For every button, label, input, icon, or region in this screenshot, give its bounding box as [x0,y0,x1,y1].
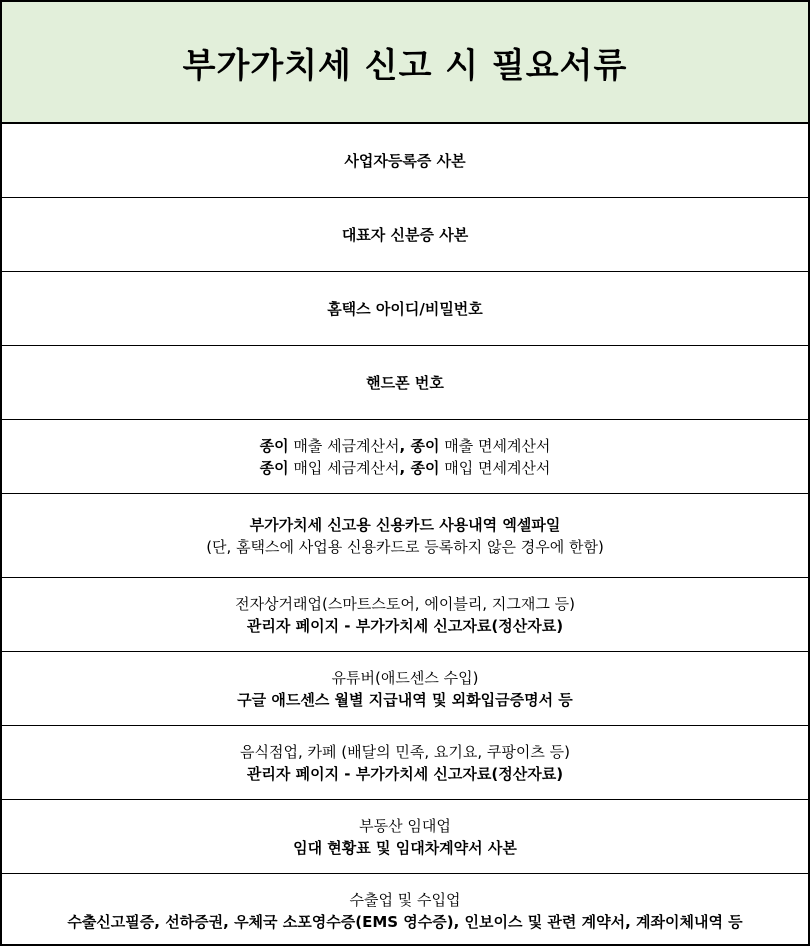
page-title: 부가가치세 신고 시 필요서류 [182,45,628,86]
emphasis-text: 종이 [259,458,289,477]
row-text: 매입 면세계산서 [439,458,551,477]
row-category: 부동산 임대업 [359,816,451,835]
table-row-paper-invoices [2,420,808,494]
row-text: 대표자 신분증 사본 [341,225,469,244]
table-row-phone-number [2,346,808,420]
row-note: (단, 홈택스에 사업용 신용카드로 등록하지 않은 경우에 한함) [206,537,604,556]
table-row-business-registration [2,124,808,198]
row-text: 홈택스 아이디/비밀번호 [327,299,483,318]
row-category: 유튜버(애드센스 수입) [331,668,479,687]
table-row-restaurant [2,726,808,800]
row-text: 관리자 페이지 - 부가가치세 신고자료(정산자료) [246,616,564,635]
emphasis-text: 종이 [259,436,289,455]
row-text: 매출 면세계산서 [439,436,551,455]
row-text: 매출 세금계산서 [288,436,400,455]
table-row-hometax-login [2,272,808,346]
row-text: 핸드폰 번호 [366,373,444,392]
table-row-ecommerce [2,578,808,652]
emphasis-text: , 종이 [399,458,440,477]
table-header [2,2,808,124]
row-text: 사업자등록증 사본 [344,151,466,170]
table-row-id-card [2,198,808,272]
emphasis-text: , 종이 [399,436,440,455]
row-text: 수출신고필증, 선하증권, 우체국 소포영수증(EMS 영수증), 인보이스 및 관련 계약서, 계좌이체내역 등 [67,913,743,931]
row-category: 전자상거래업(스마트스토어, 에이블리, 지그재그 등) [235,594,575,613]
row-line-sales [260,435,551,457]
row-category: 음식점업, 카페 (배달의 민족, 요기요, 쿠팡이츠 등) [240,742,570,761]
row-text: 임대 현황표 및 임대차계약서 사본 [293,838,517,857]
row-text: 부가가치세 신고용 신용카드 사용내역 엑셀파일 [249,515,561,534]
row-category: 수출업 및 수입업 [349,891,461,909]
row-text: 관리자 페이지 - 부가가치세 신고자료(정산자료) [246,764,564,783]
table-row-real-estate [2,800,808,874]
row-text: 매입 세금계산서 [288,458,400,477]
table-row-credit-card [2,494,808,578]
table-row-youtuber [2,652,808,726]
row-line-purchases [260,457,551,479]
row-text: 구글 애드센스 월별 지급내역 및 외화입금증명서 등 [237,690,573,709]
table-row-import-export [2,874,808,948]
